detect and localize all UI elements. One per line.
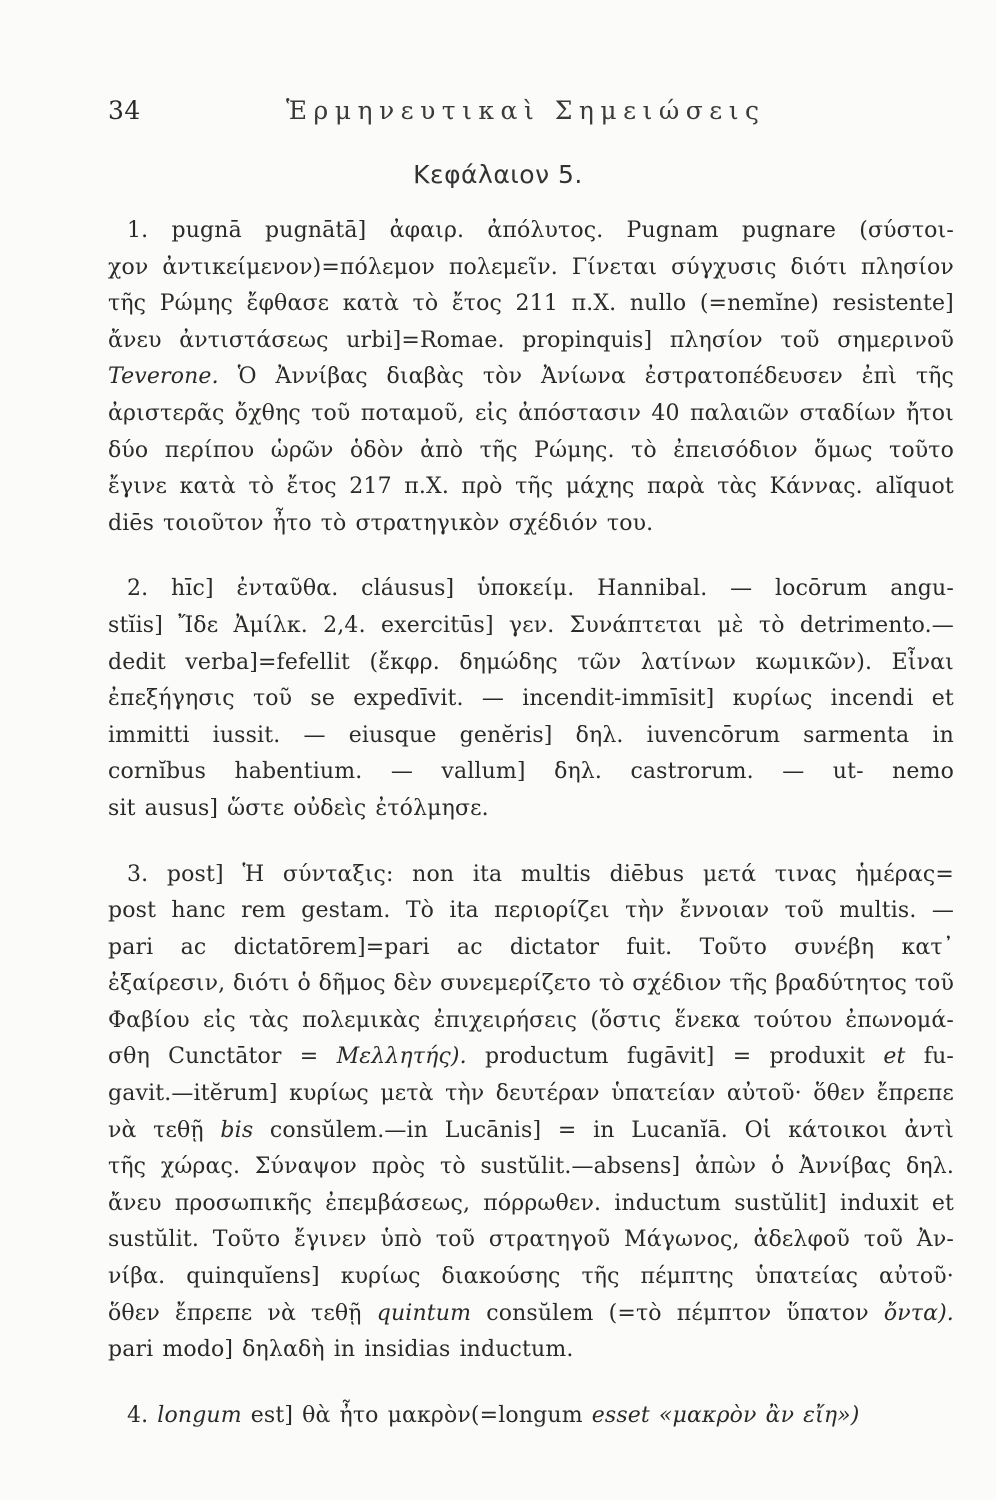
note-3 [108,857,954,1369]
text-line: ἐπεξήγησις τοῦ se expedīvit. — incendit-immīsit] κυρίως incendi et [108,686,954,712]
note-1 [108,213,954,542]
text-line: 4. longum est] θὰ ἦτο μακρὸν(=longum esset «μακρὸν ἂν εἴη») [127,1402,860,1428]
text-line: 3. post] Ἡ σύνταξις: non ita multis diēbus μετά τινας ἡμέρας= [127,861,954,887]
text-line: pari ac dictatōrem]=pari ac dictator fuit. Τοῦτο συνέβη κατ᾽ [108,934,954,960]
text-line: 1. pugnā pugnātā] ἀφαιρ. ἀπόλυτος. Pugnam pugnare (σύστοι- [127,218,954,243]
text-line: νὰ τεθῇ bis consŭlem.—in Lucānis] = in Lucanĭā. Οἱ κάτοικοι ἀντὶ [108,1117,954,1143]
text-line: ἐξαίρεσιν, διότι ὁ δῆμος δὲν συνεμερίζετο τὸ σχέδιον τῆς βραδύτητος τοῦ [108,971,954,997]
text-line: dedit verba]=fefellit (ἔκφρ. δημώδης τῶν λατίνων κωμικῶν). Εἶναι [108,649,954,675]
text-line: Φαβίου εἰς τὰς πολεμικὰς ἐπιχειρήσεις (ὅστις ἕνεκα τούτου ἐπωνομά- [108,1007,954,1033]
text-line: ὅθεν ἔπρεπε νὰ τεθῇ quintum consŭlem (=τὸ πέμπτον ὕπατον ὄντα). [108,1300,954,1326]
text-line: gavit.—itĕrum] κυρίως μετὰ τὴν δευτέραν ὑπατείαν αὐτοῦ· ὅθεν ἔπρεπε [108,1081,954,1107]
notes-body [108,213,954,1463]
text-line: τῆς Ρώμης ἔφθασε κατὰ τὸ ἔτος 211 π.Χ. nullo (=nemĭne) resistente] [108,291,954,317]
text-line: 2. hīc] ἐνταῦθα. cláusus] ὑποκείμ. Hannibal. — locōrum angu- [127,576,954,602]
text-line: pari modo] δηλαδὴ in insidias inductum. [108,1337,574,1363]
text-line: stĭis] Ἴδε Ἀμίλκ. 2,4. exercitūs] γεν. Συνάπτεται μὲ τὸ detrimento.— [108,612,954,638]
text-line: νίβα. quinquĭens] κυρίως διακούσης τῆς πέμπτης ὑπατείας αὐτοῦ· [108,1264,954,1290]
chapter-title: Κεφάλαιον 5. [413,160,583,189]
text-line: δύο περίπου ὡρῶν ὁδὸν ἀπὸ τῆς Ρώμης. τὸ ἐπεισόδιον ὅμως τοῦτο [108,437,954,463]
running-title: Ἑρμηνευτικαὶ Σημειώσεις [286,96,766,125]
text-line: σθη Cunctātor = Μελλητής). productum fugāvit] = produxit et fu- [108,1044,954,1070]
page-header [108,96,958,130]
note-4 [108,1398,954,1435]
text-line: sit ausus] ὥστε οὐδεὶς ἐτόλμησε. [108,795,489,821]
text-line: diēs τοιοῦτον ἦτο τὸ στρατηγικὸν σχέδιόν του. [108,510,654,536]
note-2 [108,571,954,827]
text-line: sustŭlit. Τοῦτο ἔγινεν ὑπὸ τοῦ στρατηγοῦ Μάγωνος, ἀδελφοῦ τοῦ Ἀν- [108,1227,954,1253]
text-line: ἔγινε κατὰ τὸ ἔτος 217 π.Χ. πρὸ τῆς μάχης παρὰ τὰς Κάννας. alĭquot [108,474,954,500]
text-line: Teverone. Ὁ Ἀννίβας διαβὰς τὸν Ἀνίωνα ἐστρατοπέδευσεν ἐπὶ τῆς [108,364,954,390]
text-line: ἄνευ ἀντιστάσεως urbi]=Romae. propinquis] πλησίον τοῦ σημερινοῦ [108,327,954,353]
text-line: ἀριστερᾶς ὄχθης τοῦ ποταμοῦ, εἰς ἀπόστασιν 40 παλαιῶν σταδίων ἤτοι [108,400,954,426]
text-line: χον ἀντικείμενον)=πόλεμον πολεμεῖν. Γίνεται σύγχυσις διότι πλησίον [108,254,954,280]
text-line: immitti iussit. — eiusque genĕris] δηλ. iuvencōrum sarmenta in [108,722,954,748]
text-line: τῆς χώρας. Σύναψον πρὸς τὸ sustŭlit.—absens] ἀπὼν ὁ Ἀννίβας δηλ. [108,1154,954,1180]
page-number: 34 [108,96,141,125]
text-line: cornĭbus habentium. — vallum] δηλ. castrorum. — ut- nemo [108,759,954,785]
text-line: post hanc rem gestam. Τὸ ita περιορίζει τὴν ἔννοιαν τοῦ multis. — [108,898,954,924]
text-line: ἄνευ προσωπικῆς ἐπεμβάσεως, πόρρωθεν. inductum sustŭlit] induxit et [108,1190,954,1216]
